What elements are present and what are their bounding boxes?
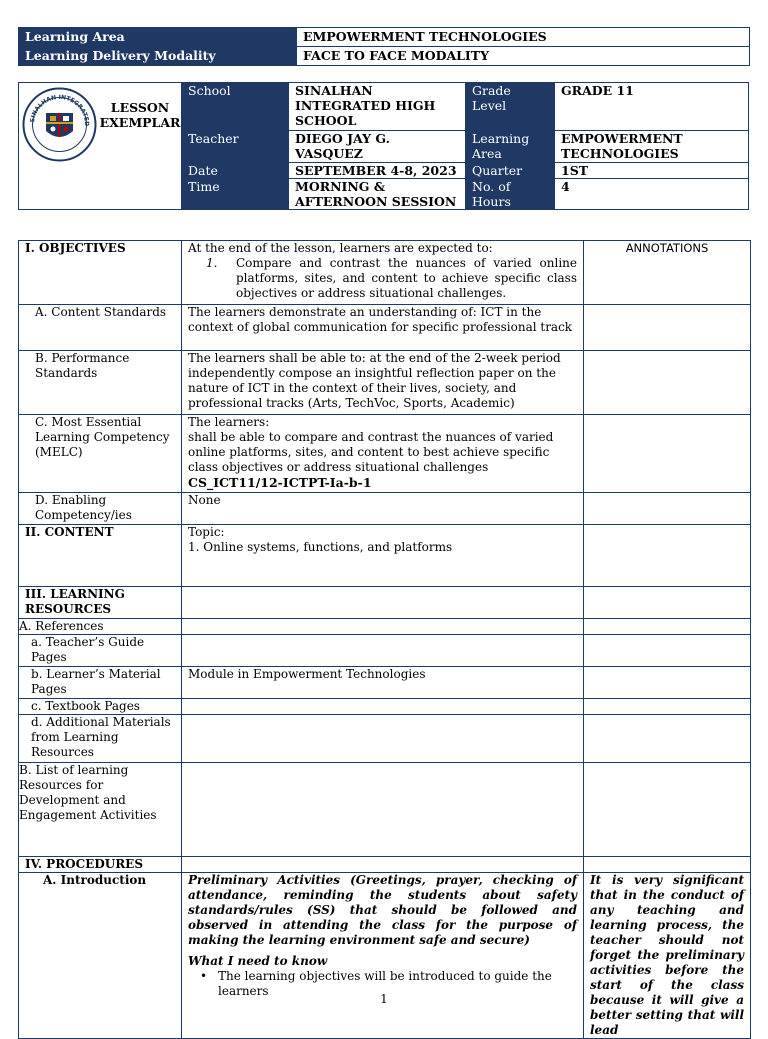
- school-label: School: [182, 83, 289, 131]
- what-i-need-to-know-heading: What I need to know: [188, 954, 328, 968]
- objectives-intro: At the end of the lesson, learners are expected to:: [188, 241, 493, 255]
- modality-label: Learning Delivery Modality: [19, 47, 297, 66]
- annotation-cell: [584, 305, 751, 351]
- annotations-header: ANNOTATIONS: [584, 241, 751, 305]
- bullet-text: The learning objectives will be introduced to guide the learners: [218, 969, 552, 998]
- table-row: [19, 493, 751, 525]
- objective-item: [188, 256, 577, 301]
- learning-area-value: EMPOWERMENT TECHNOLOGIES: [297, 28, 750, 47]
- table-row: [19, 415, 751, 493]
- table-row: [19, 763, 751, 857]
- modality-value: FACE TO FACE MODALITY: [297, 47, 750, 66]
- content-label: II. CONTENT: [19, 525, 182, 587]
- top-info-table: [18, 27, 750, 66]
- time-label: Time: [182, 179, 289, 210]
- annotation-cell: [584, 525, 751, 587]
- table-row: [19, 241, 751, 305]
- bullet-icon: •: [200, 969, 208, 983]
- introduction-annotation: It is very significant that in the conduct of any teaching and learning process, the teacher should not forget the preliminary activities before the start of the class because it will give a better setting that will lead: [584, 873, 751, 1039]
- melc-intro: The learners:: [188, 415, 270, 429]
- learning-area-label-2: Learning Area: [466, 131, 555, 163]
- content-cell: [182, 525, 584, 587]
- learning-area-label: Learning Area: [19, 28, 297, 47]
- enabling-competency-label: D. Enabling Competency/ies: [19, 493, 182, 525]
- hours-value: 4: [555, 179, 749, 210]
- time-value: MORNING & AFTERNOON SESSION: [289, 179, 466, 210]
- teacher-value: DIEGO JAY G. VASQUEZ: [289, 131, 466, 163]
- enabling-competency-text: None: [182, 493, 584, 525]
- annotation-cell: [584, 493, 751, 525]
- topic-item: 1. Online systems, functions, and platforms: [188, 540, 453, 554]
- table-row: [19, 525, 751, 587]
- table-row: [19, 587, 751, 619]
- performance-standards-text: The learners shall be able to: at the end of the 2-week period independently compose an insightful reflection paper on the nature of ICT in the context of their lives, society, and professional tracks (Arts, TechVoc, Sports, Academic): [182, 351, 584, 415]
- page-number: 1: [380, 992, 388, 1006]
- learning-area-value-2: EMPOWERMENT TECHNOLOGIES: [555, 131, 749, 163]
- lesson-exemplar-title: LESSON EXEMPLAR: [99, 100, 181, 130]
- melc-code: CS_ICT11/12-ICTPT-Ia-b-1: [188, 475, 372, 490]
- textbook-pages-label: c. Textbook Pages: [19, 699, 182, 715]
- content-standards-text: The learners demonstrate an understanding of: ICT in the context of global communication for specific professional track: [182, 305, 584, 351]
- table-row: [19, 351, 751, 415]
- table-row: [19, 699, 751, 715]
- learners-material-text: Module in Empowerment Technologies: [182, 667, 584, 699]
- school-seal-logo: [22, 87, 97, 162]
- grade-value: GRADE 11: [555, 83, 749, 131]
- table-row: [19, 873, 751, 1039]
- performance-standards-label: B. Performance Standards: [19, 351, 182, 415]
- learning-resources-label: III. LEARNING RESOURCES: [19, 587, 182, 619]
- table-row: [19, 635, 751, 667]
- teachers-guide-label: a. Teacher’s Guide Pages: [19, 635, 182, 667]
- introduction-cell: [182, 873, 584, 1039]
- svg-text:SINALHAN INTEGRATED HIGH: SINALHAN INTEGRATED: [29, 93, 91, 127]
- date-label: Date: [182, 163, 289, 179]
- objectives-cell: [182, 241, 584, 305]
- objective-text: Compare and contrast the nuances of varied online platforms, sites, and content to achieve specific class objectives or address situational challenges.: [236, 256, 577, 300]
- objective-number: 1.: [206, 256, 218, 270]
- school-info-table: [181, 82, 749, 210]
- lesson-main-table: [18, 240, 751, 1039]
- content-standards-label: A. Content Standards: [19, 305, 182, 351]
- introduction-label: A. Introduction: [19, 873, 182, 1039]
- grade-label: Grade Level: [466, 83, 555, 131]
- table-row: [19, 305, 751, 351]
- melc-cell: [182, 415, 584, 493]
- table-row: [19, 715, 751, 763]
- references-label: A. References: [19, 619, 182, 635]
- hours-label: No. of Hours: [466, 179, 555, 210]
- teacher-label: Teacher: [182, 131, 289, 163]
- annotation-cell: [584, 351, 751, 415]
- learners-material-label: b. Learner’s Material Pages: [19, 667, 182, 699]
- melc-label: C. Most Essential Learning Competency (MELC): [19, 415, 182, 493]
- topic-label: Topic:: [188, 525, 225, 539]
- list-of-resources-label: B. List of learning Resources for Development and Engagement Activities: [19, 763, 182, 857]
- annotation-cell: [584, 415, 751, 493]
- table-row: [19, 857, 751, 873]
- preliminary-activities-text: Preliminary Activities (Greetings, prayer, checking of attendance, reminding the students about safety standards/rules (SS) that should be followed and observed in attending the class for the purpose of making the learning environment safe and secure): [188, 873, 577, 947]
- quarter-value: 1ST: [555, 163, 749, 179]
- objectives-label: I. OBJECTIVES: [19, 241, 182, 305]
- melc-text: shall be able to compare and contrast the nuances of varied online platforms, sites, and content to best achieve specific class objectives or address situational challenges: [188, 430, 554, 474]
- date-value: SEPTEMBER 4-8, 2023: [289, 163, 466, 179]
- additional-materials-label: d. Additional Materials from Learning Resources: [19, 715, 182, 763]
- procedures-label: IV. PROCEDURES: [19, 857, 182, 873]
- table-row: [19, 667, 751, 699]
- table-row: [19, 619, 751, 635]
- quarter-label: Quarter: [466, 163, 555, 179]
- school-value: SINALHAN INTEGRATED HIGH SCHOOL: [289, 83, 466, 131]
